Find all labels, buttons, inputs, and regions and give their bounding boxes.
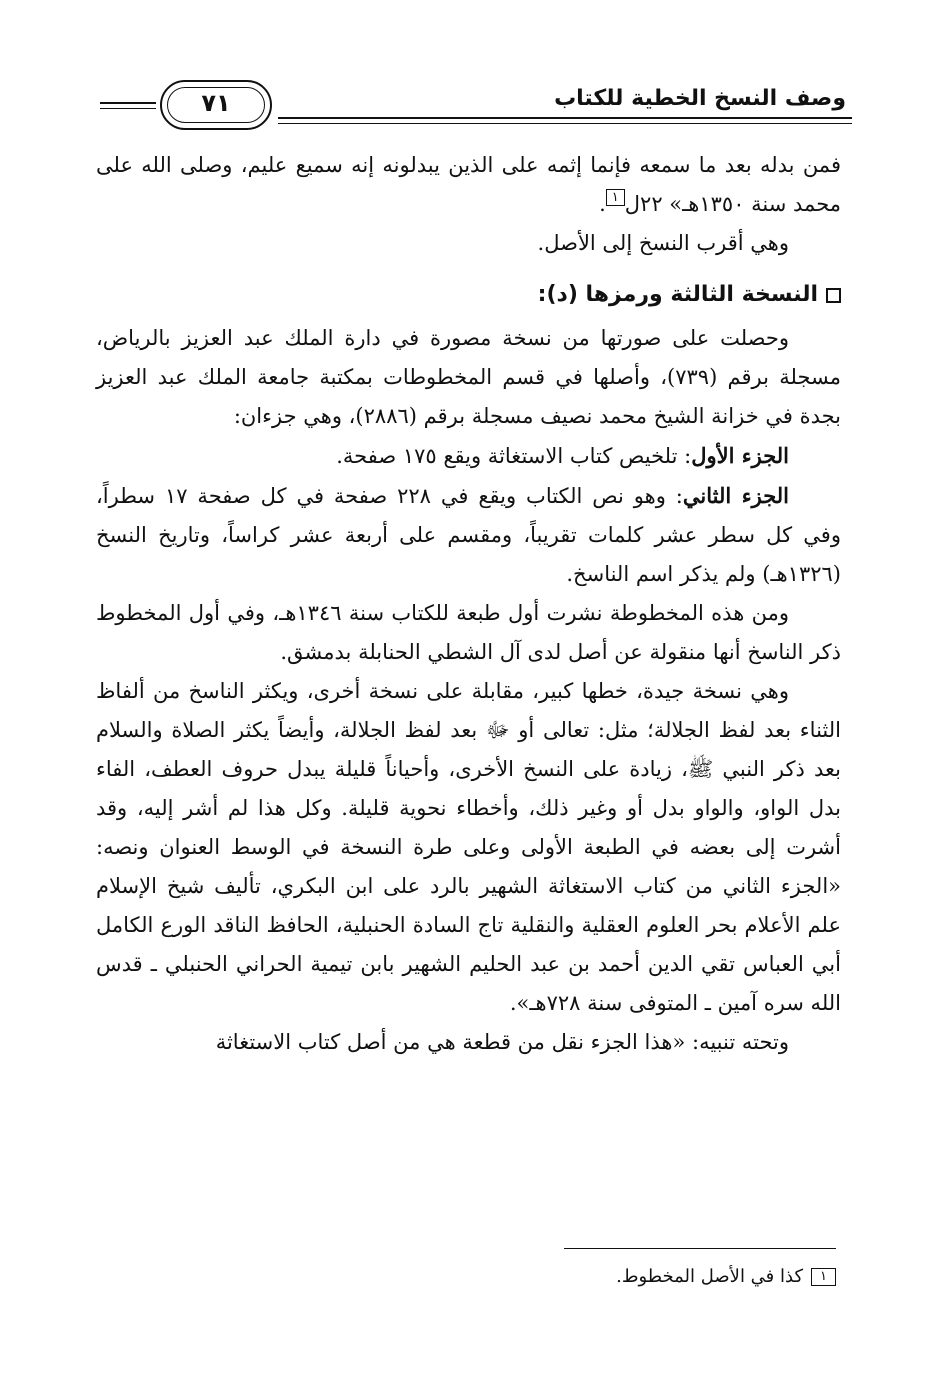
section-heading-text: النسخة الثالثة ورمزها (د): bbox=[537, 282, 818, 307]
footnote bbox=[236, 1262, 836, 1292]
paragraph-quote-end-text: فمن بدله بعد ما سمعه فإنما إثمه على الذين يبدلونه إنه سميع عليم، وصلى الله على محمد سنة ١٣٥٠هـ» ٢٢ل bbox=[96, 153, 841, 216]
part-one-text: : تلخيص كتاب الاستغاثة ويقع ١٧٥ صفحة. bbox=[336, 444, 692, 468]
paragraph-note: وتحته تنبيه: «هذا الجزء نقل من قطعة هي من أصل كتاب الاستغاثة bbox=[215, 1030, 789, 1054]
paragraph-quote-end bbox=[96, 146, 841, 224]
paragraph-description: وهي نسخة جيدة، خطها كبير، مقابلة على نسخة أخرى، ويكثر الناسخ من ألفاظ الثناء بعد لفظ الجلالة؛ مثل: تعالى أو ﷻ بعد لفظ الجلالة، وأيضاً يكثر الصلاة والسلام بعد ذكر النبي ﷺ، زيادة على النسخ الأخرى، وأحياناً قليلة يبدل حروف العطف، الفاء بدل الواو، والواو بدل أو وغير ذلك، وأخطاء نحوية قليلة. وكل هذا لم أشر إليه، وقد أشرت إلى بعضه في الطبعة الأولى وعلى طرة النسخة في الوسط العنوان ونصه: «الجزء الثاني من كتاب الاستغاثة الشهير بالرد على ابن البكري، تأليف شيخ الإسلام علم الأعلام بحر العلوم العقلية والنقلية تاج السادة الحنبلية، الحافظ الناقد الورع الكامل أبي العباس تقي الدين أحمد بن عبد الحليم الشهير بابن تيمية الحراني الحنبلي ـ قدس الله سره آمين ـ المتوفى سنة ٧٢٨هـ». bbox=[96, 679, 841, 1015]
paragraph-part-two bbox=[96, 476, 841, 594]
page-number: ٧١ bbox=[201, 89, 231, 117]
footnote-text: كذا في الأصل المخطوط. bbox=[616, 1266, 804, 1287]
running-title: وصف النسخ الخطية للكتاب bbox=[554, 86, 846, 111]
footnote-separator bbox=[564, 1248, 836, 1249]
page-header bbox=[100, 72, 852, 142]
paragraph-quote-end-period: . bbox=[599, 192, 606, 216]
paragraph-source: وحصلت على صورتها من نسخة مصورة في دارة الملك عبد العزيز بالرياض، مسجلة برقم (٧٣٩)، وأصلها في قسم المخطوطات بمكتبة جامعة الملك عبد العزيز بجدة في خزانة الشيخ محمد نصيف مسجلة برقم (٢٨٨٦)، وهي جزءان: bbox=[96, 326, 841, 428]
main-text bbox=[96, 146, 841, 1062]
paragraph-first-edition: ومن هذه المخطوطة نشرت أول طبعة للكتاب سنة ١٣٤٦هـ، وفي أول المخطوط ذكر الناسخ أنها منقولة عن أصل لدى آل الشطي الحنابلة بدمشق. bbox=[96, 601, 841, 664]
section-heading bbox=[96, 273, 841, 317]
header-rule-left-bottom bbox=[100, 108, 156, 109]
header-rule-right-bottom bbox=[278, 123, 852, 124]
part-one-term: الجزء الأول bbox=[691, 443, 789, 468]
footnote-marker: ١ bbox=[811, 1268, 836, 1286]
page-number-frame bbox=[160, 80, 272, 130]
part-two-term: الجزء الثاني bbox=[682, 483, 789, 508]
paragraph-part-one bbox=[96, 436, 841, 476]
header-rule-right-top bbox=[278, 117, 852, 119]
paragraph-closest-copy: وهي أقرب النسخ إلى الأصل. bbox=[537, 231, 789, 255]
part-two-text: : وهو نص الكتاب ويقع في ٢٢٨ صفحة في كل صفحة ١٧ سطراً، وفي كل سطر عشر كلمات تقريباً، ومقسم على أربعة عشر كراساً، وتاريخ النسخ (١٣٢٦هـ) ولم يذكر اسم الناسخ. bbox=[96, 484, 841, 586]
square-bullet-icon bbox=[826, 288, 841, 303]
footnote-ref[interactable]: ١ bbox=[606, 189, 625, 206]
header-rule-left-top bbox=[100, 102, 156, 104]
